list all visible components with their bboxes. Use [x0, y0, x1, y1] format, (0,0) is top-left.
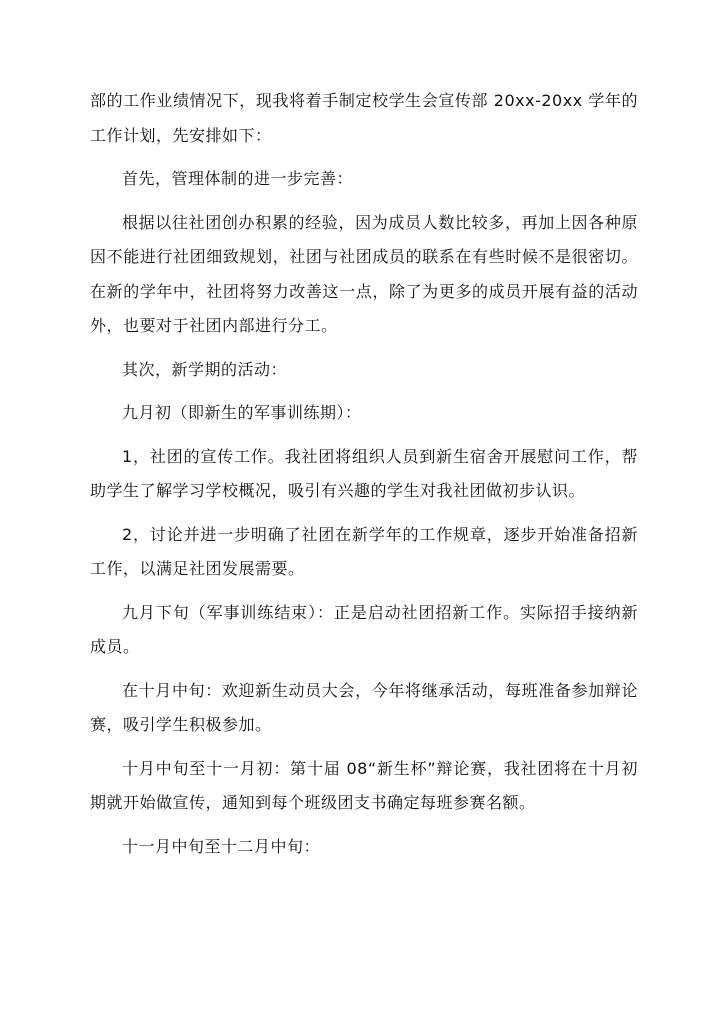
paragraph-4: 其次，新学期的活动：: [122, 359, 288, 379]
paragraph-2: 首先，管理体制的进一步完善：: [122, 169, 354, 188]
paragraph-9: 在十月中旬：欢迎新生动员大会，今年将继承活动，每班准备参加辩论赛，吸引学生积极参加。: [90, 680, 638, 734]
document-body: [90, 84, 638, 873]
paragraph-11: 十一月中旬至十二月中旬：: [122, 836, 321, 856]
paragraph-3: 根据以往社团创办积累的经验，因为成员人数比较多，再加上因各种原因不能进行社团细致规划，社团与社团成员的联系在有些时候不是很密切。在新的学年中，社团将努力改善这一点，除了为更多的成员开展有益的活动外，也要对于社团内部进行分工。: [90, 212, 638, 335]
paragraph-6: 1，社团的宣传工作。我社团将组织人员到新生宿舍开展慰问工作，帮助学生了解学习学校概况，吸引有兴趣的学生对我社团做初步认识。: [90, 446, 638, 500]
paragraph-5: 九月初（即新生的军事训练期）：: [122, 403, 362, 422]
paragraph-10: 十月中旬至十一月初：第十届 08“新生杯”辩论赛，我社团将在十月初期就开始做宣传，通知到每个班级团支书确定每班参赛名额。: [90, 758, 638, 812]
paragraph-1: 部的工作业绩情况下，现我将着手制定校学生会宣传部 20xx-20xx 学年的工作计划，先安排如下：: [90, 91, 638, 145]
paragraph-7: 2，讨论并进一步明确了社团在新学年的工作规章，逐步开始准备招新工作，以满足社团发展需要。: [90, 524, 638, 578]
paragraph-8: 九月下旬（军事训练结束）：正是启动社团招新工作。实际招手接纳新成员。: [90, 602, 638, 656]
